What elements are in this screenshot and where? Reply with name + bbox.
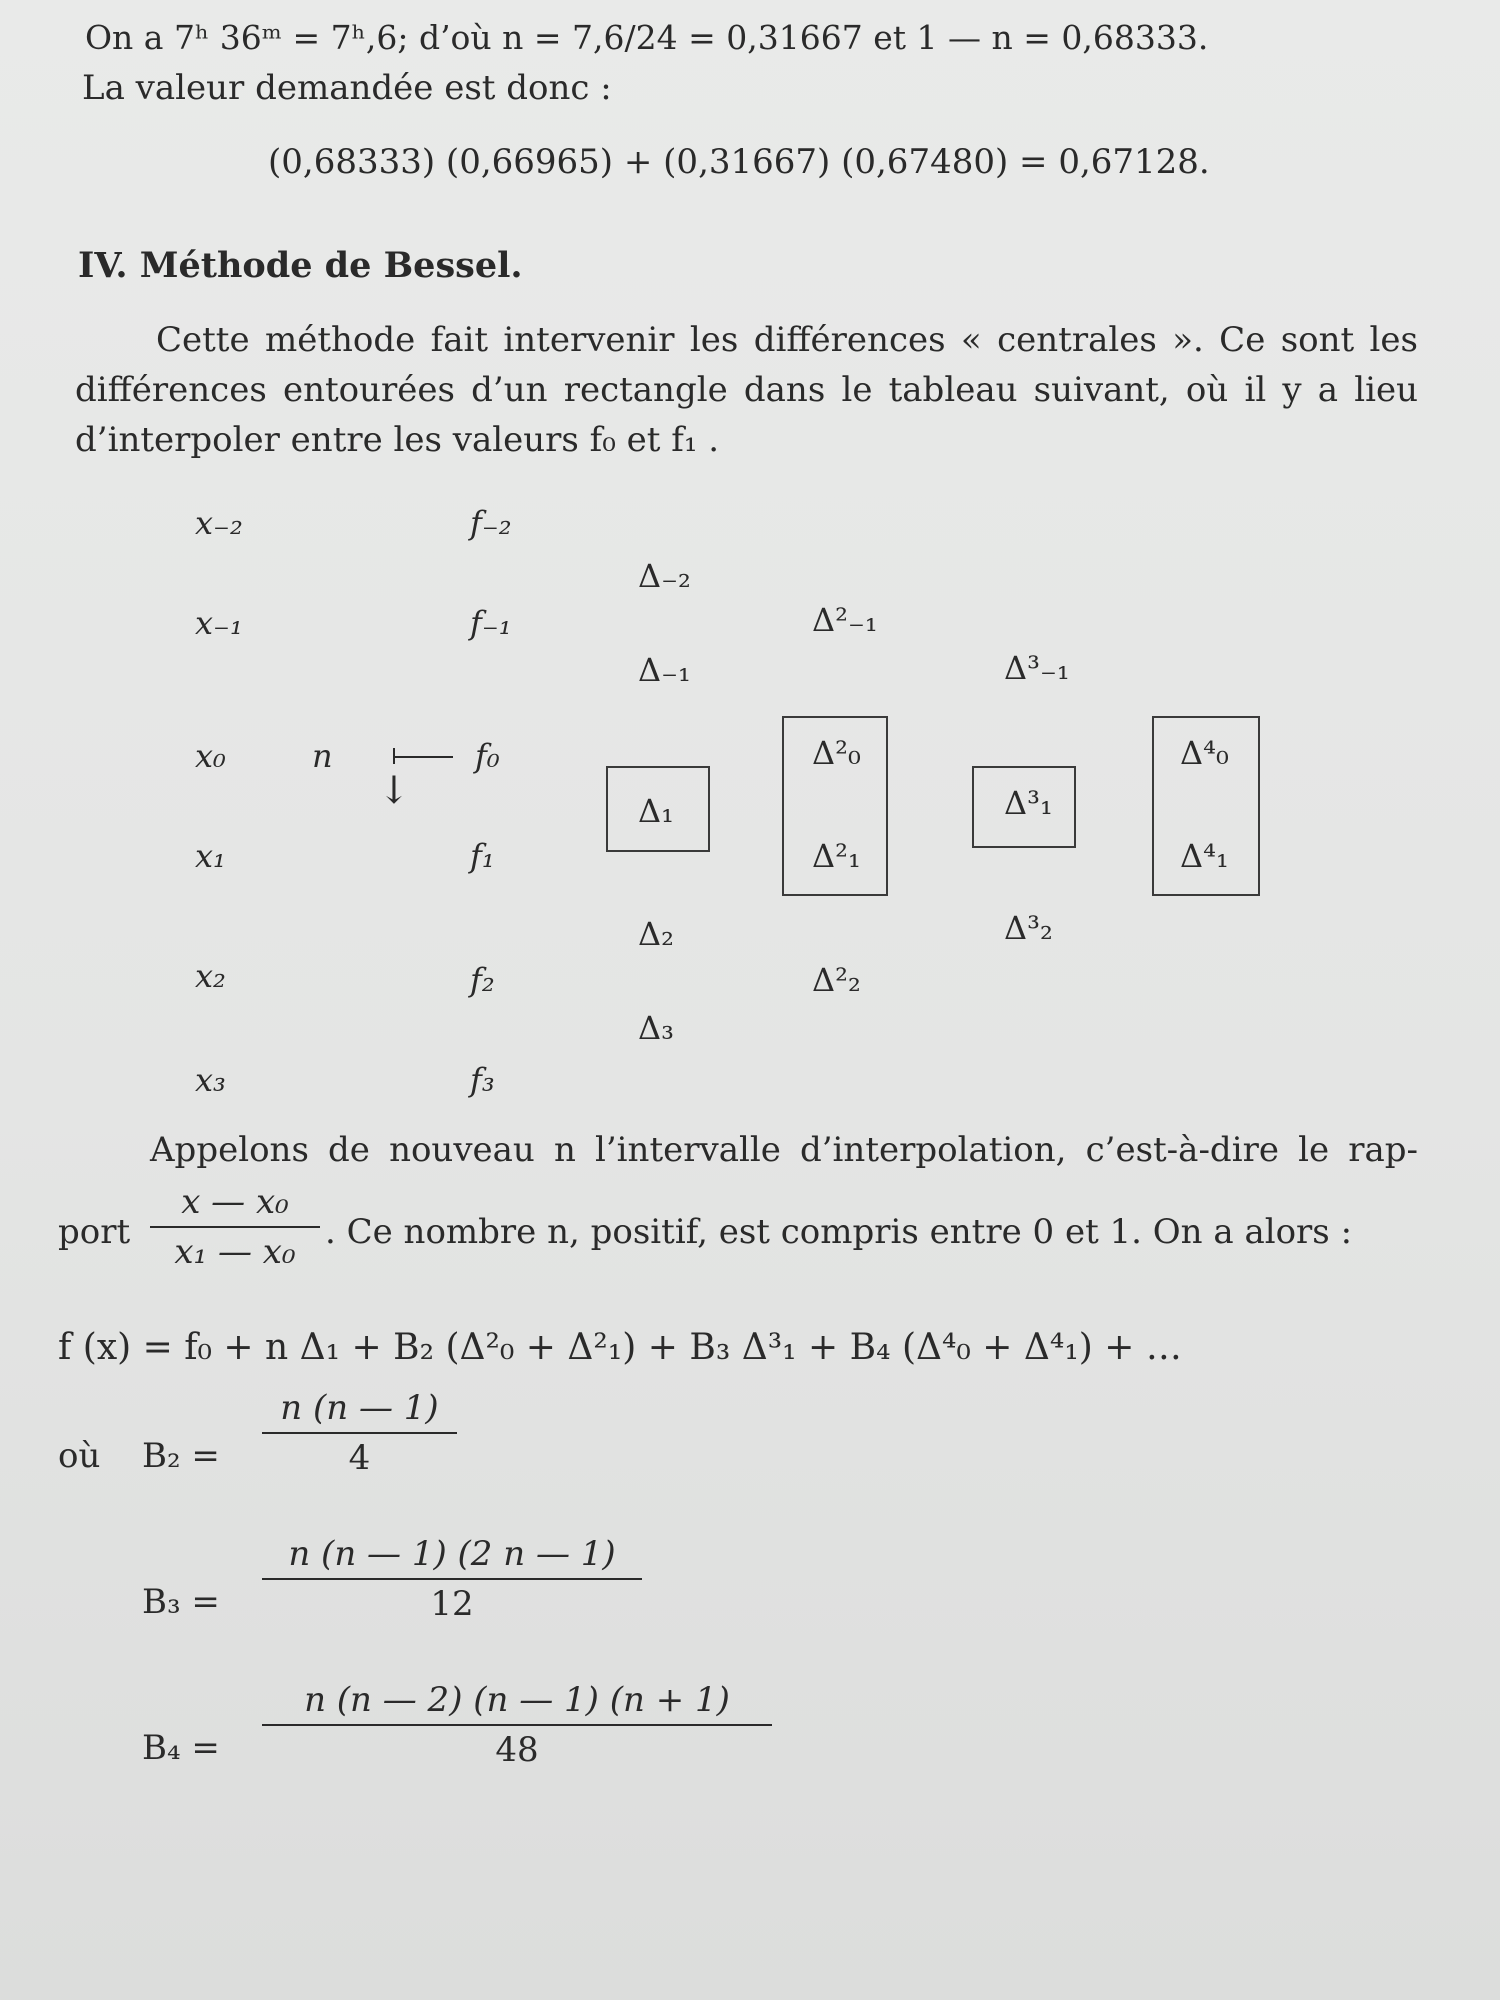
table-n-label: n [312, 737, 333, 775]
fraction-bar [262, 1578, 642, 1580]
paragraph-1-line-1: Cette méthode fait intervenir les différences « centrales ». Ce sont les [156, 320, 1418, 360]
table-d2-2: Δ²₂ [812, 961, 861, 999]
table-f-minus-2: f₋₂ [470, 504, 512, 542]
table-d1-2: Δ₂ [638, 915, 674, 953]
b4-fraction [262, 1680, 772, 1770]
table-d2-0: Δ²₀ [812, 734, 861, 772]
table-f-3: f₃ [470, 1061, 495, 1099]
b2-denominator: 4 [348, 1438, 371, 1478]
b3-fraction [262, 1534, 642, 1624]
b4-denominator: 48 [495, 1730, 539, 1770]
table-d1-1: Δ₁ [638, 792, 674, 830]
b2-label: B₂ = [142, 1436, 220, 1476]
intro-line-2: La valeur demandée est donc : [82, 68, 612, 108]
intro-line-1: On a 7ʰ 36ᵐ = 7ʰ,6; d’où n = 7,6/24 = 0,31667 et 1 — n = 0,68333. [85, 18, 1209, 57]
table-x-minus-2: x₋₂ [195, 504, 243, 542]
arrow-tick [393, 748, 395, 764]
paragraph-2-line-1: Appelons de nouveau n l’intervalle d’interpolation, c’est-à-dire le rap- [150, 1130, 1418, 1170]
b4-label: B₄ = [142, 1728, 220, 1768]
paragraph-1-line-2: différences entourées d’un rectangle dans le tableau suivant, où il y a lieu [75, 370, 1418, 410]
fraction-bar [262, 1432, 457, 1434]
section-title: IV. Méthode de Bessel. [78, 245, 523, 286]
b3-denominator: 12 [430, 1584, 474, 1624]
fraction-bar [150, 1226, 320, 1228]
b2-fraction [262, 1388, 457, 1478]
b2-numerator: n (n — 1) [280, 1388, 439, 1428]
down-arrow-icon: ↓ [378, 768, 410, 812]
ratio-denominator: x₁ — x₀ [174, 1232, 296, 1272]
paragraph-1-line-3: d’interpoler entre les valeurs f₀ et f₁ . [75, 420, 720, 460]
table-d3-1: Δ³₁ [1004, 784, 1053, 822]
ou-word: où [58, 1436, 101, 1476]
table-x-minus-1: x₋₁ [195, 604, 243, 642]
ratio-fraction [150, 1182, 320, 1272]
table-d1-minus-2: Δ₋₂ [638, 557, 691, 595]
table-d3-minus-1: Δ³₋₁ [1004, 649, 1070, 687]
fraction-bar [262, 1724, 772, 1726]
bessel-formula: f (x) = f₀ + n Δ₁ + B₂ (Δ²₀ + Δ²₁) + B₃ Δ³₁ + B₄ (Δ⁴₀ + Δ⁴₁) + … [58, 1327, 1182, 1368]
table-d2-1: Δ²₁ [812, 837, 861, 875]
table-x-3: x₃ [195, 1061, 226, 1099]
b3-label: B₃ = [142, 1582, 220, 1622]
table-d3-2: Δ³₂ [1004, 909, 1053, 947]
table-d1-minus-1: Δ₋₁ [638, 651, 691, 689]
table-x-2: x₂ [195, 957, 226, 995]
intro-result-equation: (0,68333) (0,66965) + (0,31667) (0,67480) = 0,67128. [268, 142, 1210, 182]
ratio-numerator: x — x₀ [181, 1182, 289, 1222]
table-d4-0: Δ⁴₀ [1180, 734, 1229, 772]
table-d1-3: Δ₃ [638, 1009, 674, 1047]
paragraph-2-line-2: . Ce nombre n, positif, est compris entre 0 et 1. On a alors : [325, 1212, 1353, 1252]
table-f-1: f₁ [470, 837, 495, 875]
table-f-0: f₀ [475, 737, 500, 775]
table-x-0: x₀ [195, 737, 226, 775]
table-d2-minus-1: Δ²₋₁ [812, 601, 878, 639]
table-d4-1: Δ⁴₁ [1180, 837, 1229, 875]
b3-numerator: n (n — 1) (2 n — 1) [288, 1534, 616, 1574]
table-f-2: f₂ [470, 961, 495, 999]
b4-numerator: n (n — 2) (n — 1) (n + 1) [304, 1680, 730, 1720]
arrow-horizontal-line [393, 756, 453, 758]
port-word: port [58, 1212, 131, 1252]
table-f-minus-1: f₋₁ [470, 604, 512, 642]
table-x-1: x₁ [195, 837, 226, 875]
